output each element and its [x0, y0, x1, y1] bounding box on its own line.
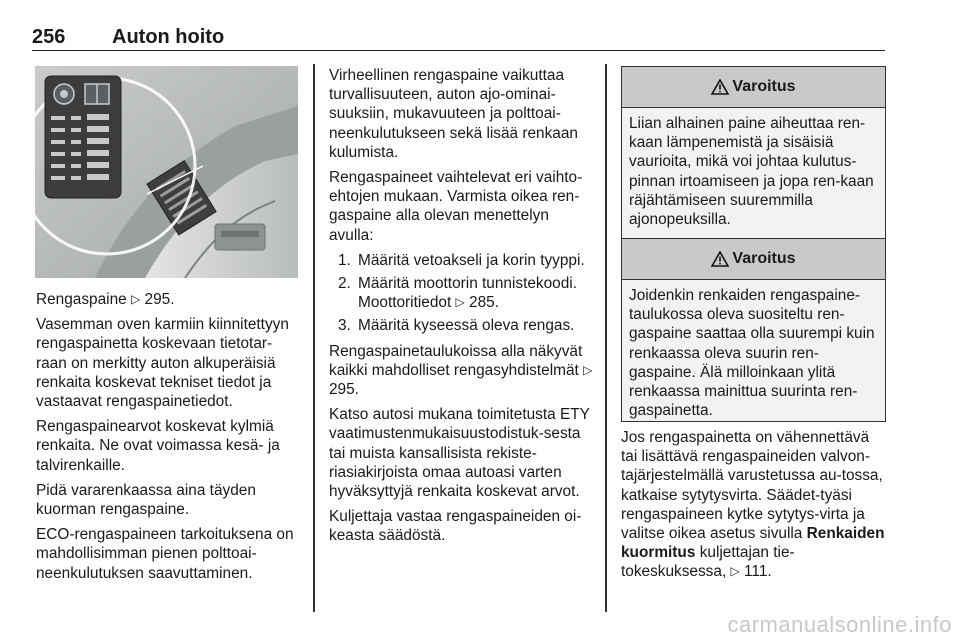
middle-column — [329, 66, 594, 552]
warning-header — [622, 239, 885, 280]
paragraph: Pidä vararenkaassa aina täyden kuorman rengaspaine. — [36, 481, 256, 519]
paragraph: Katso autosi mukana toimitetusta ETY vaatimustenmukaisuustodistuk-sesta tai muista kansallisista rekiste-riasiakirjoista omaa autoasi varten hyväksyttyjä renkaita koskevat arvot. — [329, 406, 590, 501]
warning-title: Varoitus — [732, 78, 796, 95]
column-divider — [605, 64, 607, 612]
warning-box — [621, 238, 886, 422]
tyre-pressure-label-figure — [35, 66, 298, 278]
procedure-list — [329, 251, 594, 336]
menu-item-reference: Renkaiden kuormitus — [621, 525, 885, 562]
warning-header — [622, 67, 885, 108]
warning-box — [621, 66, 886, 253]
paragraph: ECO-rengaspaineen tarkoituksena on mahdollisimman pienen polttoai-neenkulutuksen saavuttaminen. — [36, 526, 294, 582]
paragraph: Rengaspainetaulukoissa alla näkyvät kaikki mahdolliset rengasyhdistelmät ▷ 295. — [329, 342, 593, 399]
column-divider — [313, 64, 315, 612]
warning-text: Joidenkin renkaiden rengaspaine-taulukossa oleva suositeltu ren-gaspaine saattaa olla suurempi kuin renkaassa oleva suurin ren-gaspaine. Älä milloinkaan ylitä renkaassa mainittua suurinta ren-gaspainetta. — [629, 287, 875, 420]
watermark: carmanualsonline.info — [727, 612, 952, 637]
paragraph: Rengaspainearvot koskevat kylmiä renkaita. Ne ovat voimassa kesä- ja talvirenkaille. — [36, 418, 280, 474]
list-item: 3. Määritä kyseessä oleva rengas. — [338, 317, 575, 335]
page-header — [32, 26, 885, 51]
cross-reference-icon: ▷ — [131, 292, 141, 306]
figure-caption: Rengaspaine ▷ 295. — [36, 291, 175, 308]
paragraph: Jos rengaspainetta on vähennettävä tai lisättävä rengaspaineiden valvon-tajärjestelmällä varustetussa au-tossa, katkaise sytytysvirta. Säädet-tyäsi rengaspaineen kytke sytytys-virta ja valitse oikea asetus sivulla Renkaiden kuormitus kuljettajan tie-tokeskuksessa, ▷ 111. — [621, 429, 885, 581]
page-number: 256 — [32, 26, 66, 48]
cross-reference-icon: ▷ — [583, 362, 593, 377]
warning-triangle-icon — [711, 79, 729, 95]
left-column — [36, 290, 302, 589]
warning-text: Liian alhainen paine aiheuttaa ren-kaan lämpenemistä ja sisäisiä vaurioita, mikä voi johtaa kulutus-pinnan irtoamiseen ja jopa ren-kaan räjähtämiseen suuremmilla ajonopeuksilla. — [629, 115, 874, 229]
paragraph: Virheellinen rengaspaine vaikuttaa turvallisuuteen, auton ajo-ominai-suuksiin, mukavuuteen ja polttoai-neenkulutukseen sekä lisää renkaan kulumista. — [329, 67, 578, 161]
door-jamb-illustration — [35, 66, 298, 278]
cross-reference-icon: ▷ — [455, 295, 465, 310]
list-item: 2. Määritä moottorin tunnistekoodi. Moottoritiedot ▷ 285. — [338, 275, 578, 312]
warning-title: Varoitus — [732, 250, 796, 267]
paragraph: Kuljettaja vastaa rengaspaineiden oi-keasta säädöstä. — [329, 508, 582, 545]
chapter-title: Auton hoito — [112, 26, 225, 48]
paragraph: Vasemman oven karmiin kiinnitettyyn rengaspainetta koskevaan tietotar-raan on merkitty auton alkuperäisiä renkaita koskevat tekniset tiedot ja vastaavat rengaspainetiedot. — [36, 316, 289, 411]
paragraph: Rengaspaineet vaihtelevat eri vaihto-ehtojen mukaan. Varmista oikea ren-gaspaine alla olevan menettelyn avulla: — [329, 169, 583, 244]
list-item: 1. Määritä vetoakseli ja korin tyyppi. — [338, 251, 585, 269]
right-column — [621, 428, 887, 588]
warning-triangle-icon — [711, 251, 729, 267]
cross-reference-icon: ▷ — [730, 564, 740, 579]
